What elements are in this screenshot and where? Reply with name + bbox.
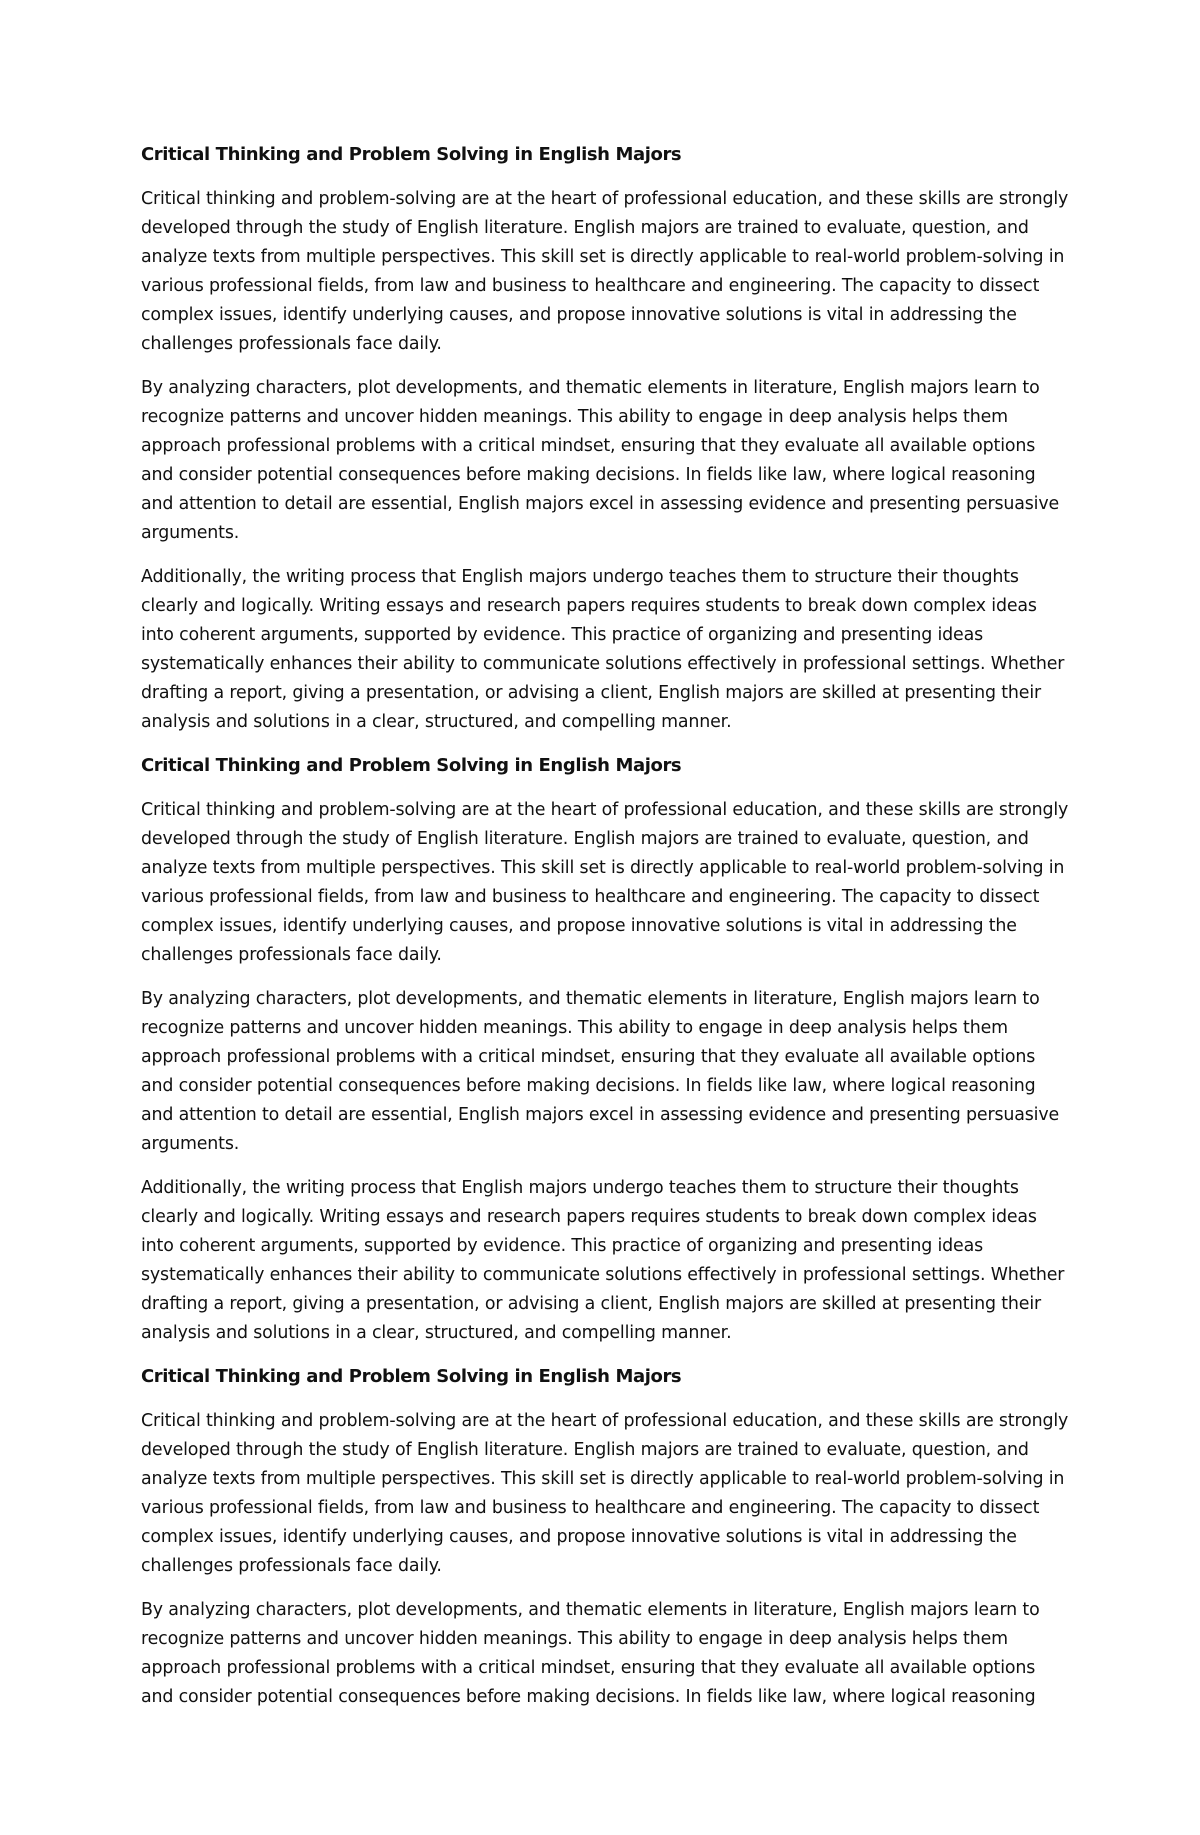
body-paragraph: Critical thinking and problem-solving are at the heart of professional education, and these skills are strongly developed through the study of English literature. English majors are trained to evaluate, question, and analyze texts from multiple perspectives. This skill set is directly applicable to real-world problem-solving in various professional fields, from law and business to healthcare and engineering. The capacity to dissect complex issues, identify underlying causes, and propose innovative solutions is vital in addressing the challenges professionals face daily. — [141, 800, 1069, 965]
section-3 — [141, 1363, 1071, 1712]
section-heading: Critical Thinking and Problem Solving in English Majors — [141, 1366, 682, 1387]
body-paragraph: Additionally, the writing process that English majors undergo teaches them to structure their thoughts clearly and logically. Writing essays and research papers requires students to break down complex ideas into coherent arguments, supported by evidence. This practice of organizing and presenting ideas systematically enhances their ability to communicate solutions effectively in professional settings. Whether drafting a report, giving a presentation, or advising a client, English majors are skilled at presenting their analysis and solutions in a clear, structured, and compelling manner. — [141, 1178, 1065, 1343]
section-heading: Critical Thinking and Problem Solving in English Majors — [141, 144, 682, 165]
document-body — [141, 141, 1071, 1712]
body-paragraph: Critical thinking and problem-solving are at the heart of professional education, and these skills are strongly developed through the study of English literature. English majors are trained to evaluate, question, and analyze texts from multiple perspectives. This skill set is directly applicable to real-world problem-solving in various professional fields, from law and business to healthcare and engineering. The capacity to dissect complex issues, identify underlying causes, and propose innovative solutions is vital in addressing the challenges professionals face daily. — [141, 189, 1069, 354]
body-paragraph: By analyzing characters, plot developments, and thematic elements in literature, English majors learn to recognize patterns and uncover hidden meanings. This ability to engage in deep analysis helps them approach professional problems with a critical mindset, ensuring that they evaluate all available options and consider potential consequences before making decisions. In fields like law, where logical reasoning — [141, 1600, 1040, 1707]
body-paragraph: Additionally, the writing process that English majors undergo teaches them to structure their thoughts clearly and logically. Writing essays and research papers requires students to break down complex ideas into coherent arguments, supported by evidence. This practice of organizing and presenting ideas systematically enhances their ability to communicate solutions effectively in professional settings. Whether drafting a report, giving a presentation, or advising a client, English majors are skilled at presenting their analysis and solutions in a clear, structured, and compelling manner. — [141, 567, 1065, 732]
section-1 — [141, 141, 1071, 737]
section-2 — [141, 752, 1071, 1348]
body-paragraph: Critical thinking and problem-solving are at the heart of professional education, and these skills are strongly developed through the study of English literature. English majors are trained to evaluate, question, and analyze texts from multiple perspectives. This skill set is directly applicable to real-world problem-solving in various professional fields, from law and business to healthcare and engineering. The capacity to dissect complex issues, identify underlying causes, and propose innovative solutions is vital in addressing the challenges professionals face daily. — [141, 1411, 1069, 1576]
section-heading: Critical Thinking and Problem Solving in English Majors — [141, 755, 682, 776]
body-paragraph: By analyzing characters, plot developments, and thematic elements in literature, English majors learn to recognize patterns and uncover hidden meanings. This ability to engage in deep analysis helps them approach professional problems with a critical mindset, ensuring that they evaluate all available options and consider potential consequences before making decisions. In fields like law, where logical reasoning and attention to detail are essential, English majors excel in assessing evidence and presenting persuasive arguments. — [141, 989, 1060, 1154]
body-paragraph: By analyzing characters, plot developments, and thematic elements in literature, English majors learn to recognize patterns and uncover hidden meanings. This ability to engage in deep analysis helps them approach professional problems with a critical mindset, ensuring that they evaluate all available options and consider potential consequences before making decisions. In fields like law, where logical reasoning and attention to detail are essential, English majors excel in assessing evidence and presenting persuasive arguments. — [141, 378, 1060, 543]
